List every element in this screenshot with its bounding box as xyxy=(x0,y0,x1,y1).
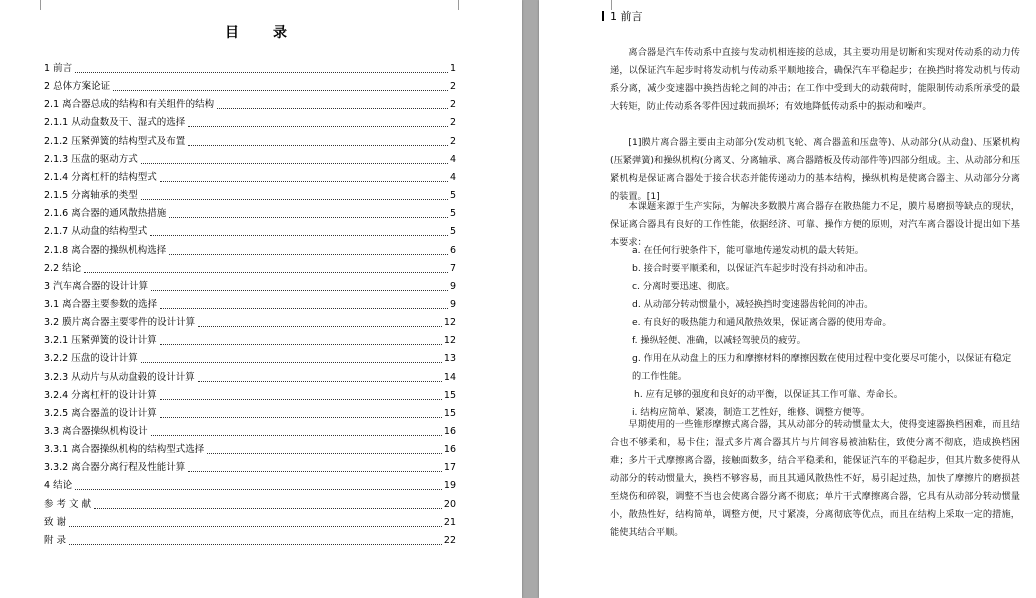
cursor-bar xyxy=(602,11,604,21)
toc-entry-page: 15 xyxy=(443,407,456,419)
toc-entry-page: 2 xyxy=(449,117,456,129)
toc-entry-label: 3.2.5 离合器盖的设计计算 xyxy=(44,407,157,419)
toc-leader-dots xyxy=(188,470,442,472)
toc-entry-label: 3.3 离合器操纵机构设计 xyxy=(44,426,148,437)
toc-leader-dots xyxy=(75,71,448,73)
toc-entry-page: 4 xyxy=(449,171,456,183)
toc-entry-label: 4 结论 xyxy=(44,480,73,492)
toc-entry-page: 17 xyxy=(443,462,456,474)
toc-leader-dots xyxy=(198,380,442,382)
toc-entry[interactable] xyxy=(44,294,456,311)
toc-entry-page: 15 xyxy=(443,389,456,401)
toc-entry[interactable] xyxy=(44,312,456,329)
toc-entry[interactable] xyxy=(44,258,456,275)
toc-entry-label: 2.2 结论 xyxy=(44,262,82,274)
toc-entry-page: 1 xyxy=(449,63,456,74)
paragraph-3: 本课题来源于生产实际，为解决多数膜片离合器存在散热能力不足，膜片易磨损等缺点的现状，保证离合器具有良好的工作性能，依据经济、可靠、操作方便的原则，对汽车离合器设计提出如下基本要求： xyxy=(610,201,1020,248)
toc-entry-label: 3.2.1 压紧弹簧的设计计算 xyxy=(44,335,157,347)
requirement-item: a. 在任何行驶条件下，能可靠地传递发动机的最大转矩。 xyxy=(632,245,864,256)
toc-entry-page: 9 xyxy=(449,298,456,310)
requirement-item: c. 分离时要迅速、彻底。 xyxy=(632,281,735,292)
toc-entry[interactable] xyxy=(44,240,456,257)
toc-entry-label: 3 汽车离合器的设计计算 xyxy=(44,280,149,292)
requirement-item: h. 应有足够的强度和良好的动平衡，以保证其工作可靠、寿命长。 xyxy=(634,389,903,400)
toc-leader-dots xyxy=(151,289,448,291)
paragraph-2: [1]膜片离合器主要由主动部分(发动机飞轮、离合器盖和压盘等)、从动部分(从动盘)、压紧机构(压紧弹簧)和操纵机构(分离叉、分离轴承、离合器踏板及传动部件等)四部分组成。主、从动部分和压紧机构是保证离合器处于接合状态并能传递动力的基本结构，操纵机构是使离合器主、从动部分分离的装置。[1] xyxy=(610,137,1020,202)
toc-entry[interactable] xyxy=(44,421,456,438)
toc-entry-label: 2.1.7 从动盘的结构型式 xyxy=(44,226,148,238)
toc-entry-page: 16 xyxy=(443,444,456,456)
toc-entry-page: 21 xyxy=(443,516,456,528)
toc-entry-page: 19 xyxy=(443,480,456,492)
toc-entry-label: 2.1.5 分离轴承的类型 xyxy=(44,190,138,202)
toc-leader-dots xyxy=(69,525,442,527)
toc-leader-dots xyxy=(94,507,442,509)
toc-title: 目 录 xyxy=(225,25,297,41)
toc-entry-label: 2.1.8 离合器的操纵机构选择 xyxy=(44,244,167,256)
toc-leader-dots xyxy=(141,198,448,200)
toc-entry-page: 4 xyxy=(449,153,456,165)
toc-entry-page: 9 xyxy=(449,280,456,292)
toc-entry-page: 13 xyxy=(443,353,456,365)
toc-entry[interactable] xyxy=(44,439,456,456)
toc-leader-dots xyxy=(141,162,448,164)
toc-entry[interactable] xyxy=(44,367,456,384)
toc-entry-page: 16 xyxy=(443,426,456,437)
toc-leader-dots xyxy=(160,398,442,400)
toc-entry[interactable] xyxy=(44,457,456,474)
toc-entry-label: 2.1.1 从动盘数及干、湿式的选择 xyxy=(44,117,186,129)
toc-entry[interactable] xyxy=(44,94,456,111)
toc-entry-label: 2.1.4 分离杠杆的结构型式 xyxy=(44,171,157,183)
toc-leader-dots xyxy=(150,234,448,236)
toc-entry[interactable] xyxy=(44,494,456,511)
toc-leader-dots xyxy=(160,307,448,309)
toc-entry[interactable] xyxy=(44,330,456,347)
toc-entry-label: 2.1 离合器总成的结构和有关组件的结构 xyxy=(44,99,215,111)
toc-entry[interactable] xyxy=(44,530,456,547)
toc-leader-dots xyxy=(188,125,448,127)
toc-entry[interactable] xyxy=(44,167,456,184)
toc-entry-label: 参 考 文 献 xyxy=(44,498,92,510)
toc-entry-label: 3.1 离合器主要参数的选择 xyxy=(44,298,158,310)
toc-entry[interactable] xyxy=(44,131,456,148)
toc-entry-label: 2.1.3 压盘的驱动方式 xyxy=(44,153,138,165)
toc-entry-page: 2 xyxy=(449,99,456,111)
toc-entry-page: 5 xyxy=(449,226,456,238)
toc-leader-dots xyxy=(198,325,442,327)
toc-leader-dots xyxy=(113,89,448,91)
toc-entry-label: 2.1.2 压紧弹簧的结构型式及布置 xyxy=(44,135,186,147)
toc-entry[interactable] xyxy=(44,112,456,129)
toc-entry[interactable] xyxy=(44,512,456,529)
toc-leader-dots xyxy=(160,416,442,418)
toc-entry-page: 20 xyxy=(443,498,456,510)
toc-entry[interactable] xyxy=(44,58,456,75)
toc-entry-page: 14 xyxy=(443,371,456,383)
toc-entry[interactable] xyxy=(44,76,456,93)
toc-entry[interactable] xyxy=(44,475,456,492)
toc-entry-page: 2 xyxy=(449,135,456,147)
toc-entry[interactable] xyxy=(44,221,456,238)
toc-entry-label: 3.3.2 离合器分离行程及性能计算 xyxy=(44,462,186,474)
toc-entry-page: 22 xyxy=(443,534,456,546)
requirement-item: i. 结构应简单、紧凑，制造工艺性好，维修、调整方便等。 xyxy=(632,407,871,418)
toc-entry[interactable] xyxy=(44,348,456,365)
requirement-item: f. 操纵轻便、准确，以减轻驾驶员的疲劳。 xyxy=(632,335,806,346)
toc-entry-label: 3.3.1 离合器操纵机构的结构型式选择 xyxy=(44,444,205,456)
toc-leader-dots xyxy=(141,361,442,363)
toc-entry[interactable] xyxy=(44,203,456,220)
requirement-item: b. 接合时要平顺柔和，以保证汽车起步时没有抖动和冲击。 xyxy=(632,263,874,274)
toc-leader-dots xyxy=(160,343,442,345)
paragraph-1: 离合器是汽车传动系中直接与发动机相连接的总成，其主要功用是切断和实现对传动系的动力传递，以保证汽车起步时将发动机与传动系平顺地接合，确保汽车平稳起步；在换挡时将发动机与传动系分离，减少变速器中换挡齿轮之间的冲击；在工作中受到大的动载荷时，能限制传动系所承受的最大转矩，防止传动系各零件因过载而损坏；有效地降低传动系中的振动和噪声。 xyxy=(610,47,1020,112)
paragraph-4: 早期使用的一些锥形摩擦式离合器，其从动部分的转动惯量太大，使得变速器换档困难，而且结合也不够柔和，易卡住；湿式多片离合器其片与片间容易被油粘住，致使分离不彻底，造成换档困难；多片干式摩擦离合器，接触面数多，结合平稳柔和，能保证汽车的平稳起步，但其片数多使得从动部分的转动惯量大，换档不够容易，而且其通风散热性不好，易引起过热，加快了摩擦片的磨损甚至烧伤和碎裂，调整不当也会使离合器分离不彻底；单片干式摩擦离合器，它具有从动部分转动惯量小，散热性好，结构简单，调整方便，尺寸紧凑，分离彻底等优点，而且在结构上采取一定的措施，能使其结合平顺。 xyxy=(610,419,1020,538)
toc-leader-dots xyxy=(84,271,448,273)
toc-entry-label: 1 前言 xyxy=(44,63,73,74)
toc-leader-dots xyxy=(169,216,448,218)
toc-leader-dots xyxy=(169,253,448,255)
requirement-item: d. 从动部分转动惯量小，减轻换挡时变速器齿轮间的冲击。 xyxy=(632,299,874,310)
toc-entry-label: 致 谢 xyxy=(44,516,67,528)
toc-entry-label: 3.2.2 压盘的设计计算 xyxy=(44,353,138,365)
toc-entry-label: 3.2.3 从动片与从动盘毂的设计计算 xyxy=(44,371,195,383)
toc-entry[interactable] xyxy=(44,403,456,420)
toc-entry-page: 7 xyxy=(449,262,456,274)
toc-entry[interactable] xyxy=(44,385,456,402)
toc-entry-page: 2 xyxy=(449,81,456,93)
toc-entry-page: 5 xyxy=(449,208,456,220)
toc-entry[interactable] xyxy=(44,149,456,166)
toc-leader-dots xyxy=(217,107,448,109)
toc-entry-label: 2.1.6 离合器的通风散热措施 xyxy=(44,208,167,220)
toc-leader-dots xyxy=(151,434,442,436)
crop-mark xyxy=(30,0,41,10)
toc-entry-page: 5 xyxy=(449,190,456,202)
requirement-item: e. 有良好的吸热能力和通风散热效果，保证离合器的使用寿命。 xyxy=(632,317,892,328)
toc-leader-dots xyxy=(160,180,448,182)
toc-entry[interactable] xyxy=(44,185,456,202)
toc-entry-page: 12 xyxy=(443,335,456,347)
section-heading-text: 1 前言 xyxy=(610,10,643,23)
toc-entry-page: 6 xyxy=(449,244,456,256)
toc-entry-label: 2 总体方案论证 xyxy=(44,81,111,93)
toc-entry-page: 12 xyxy=(443,317,456,329)
toc-leader-dots xyxy=(75,488,442,490)
toc-leader-dots xyxy=(69,543,442,545)
toc-entry-label: 3.2 膜片离合器主要零件的设计计算 xyxy=(44,317,196,329)
requirement-item: g. 作用在从动盘上的压力和摩擦材料的摩擦因数在使用过程中变化要尽可能小，以保证有稳定的工作性能。 xyxy=(632,353,1012,382)
toc-entry[interactable] xyxy=(44,276,456,293)
toc-entry-label: 附 录 xyxy=(44,534,67,546)
toc-leader-dots xyxy=(188,144,448,146)
toc-leader-dots xyxy=(207,452,442,454)
crop-mark xyxy=(458,0,469,10)
toc-entry-label: 3.2.4 分离杠杆的设计计算 xyxy=(44,389,157,401)
section-heading xyxy=(602,8,643,24)
